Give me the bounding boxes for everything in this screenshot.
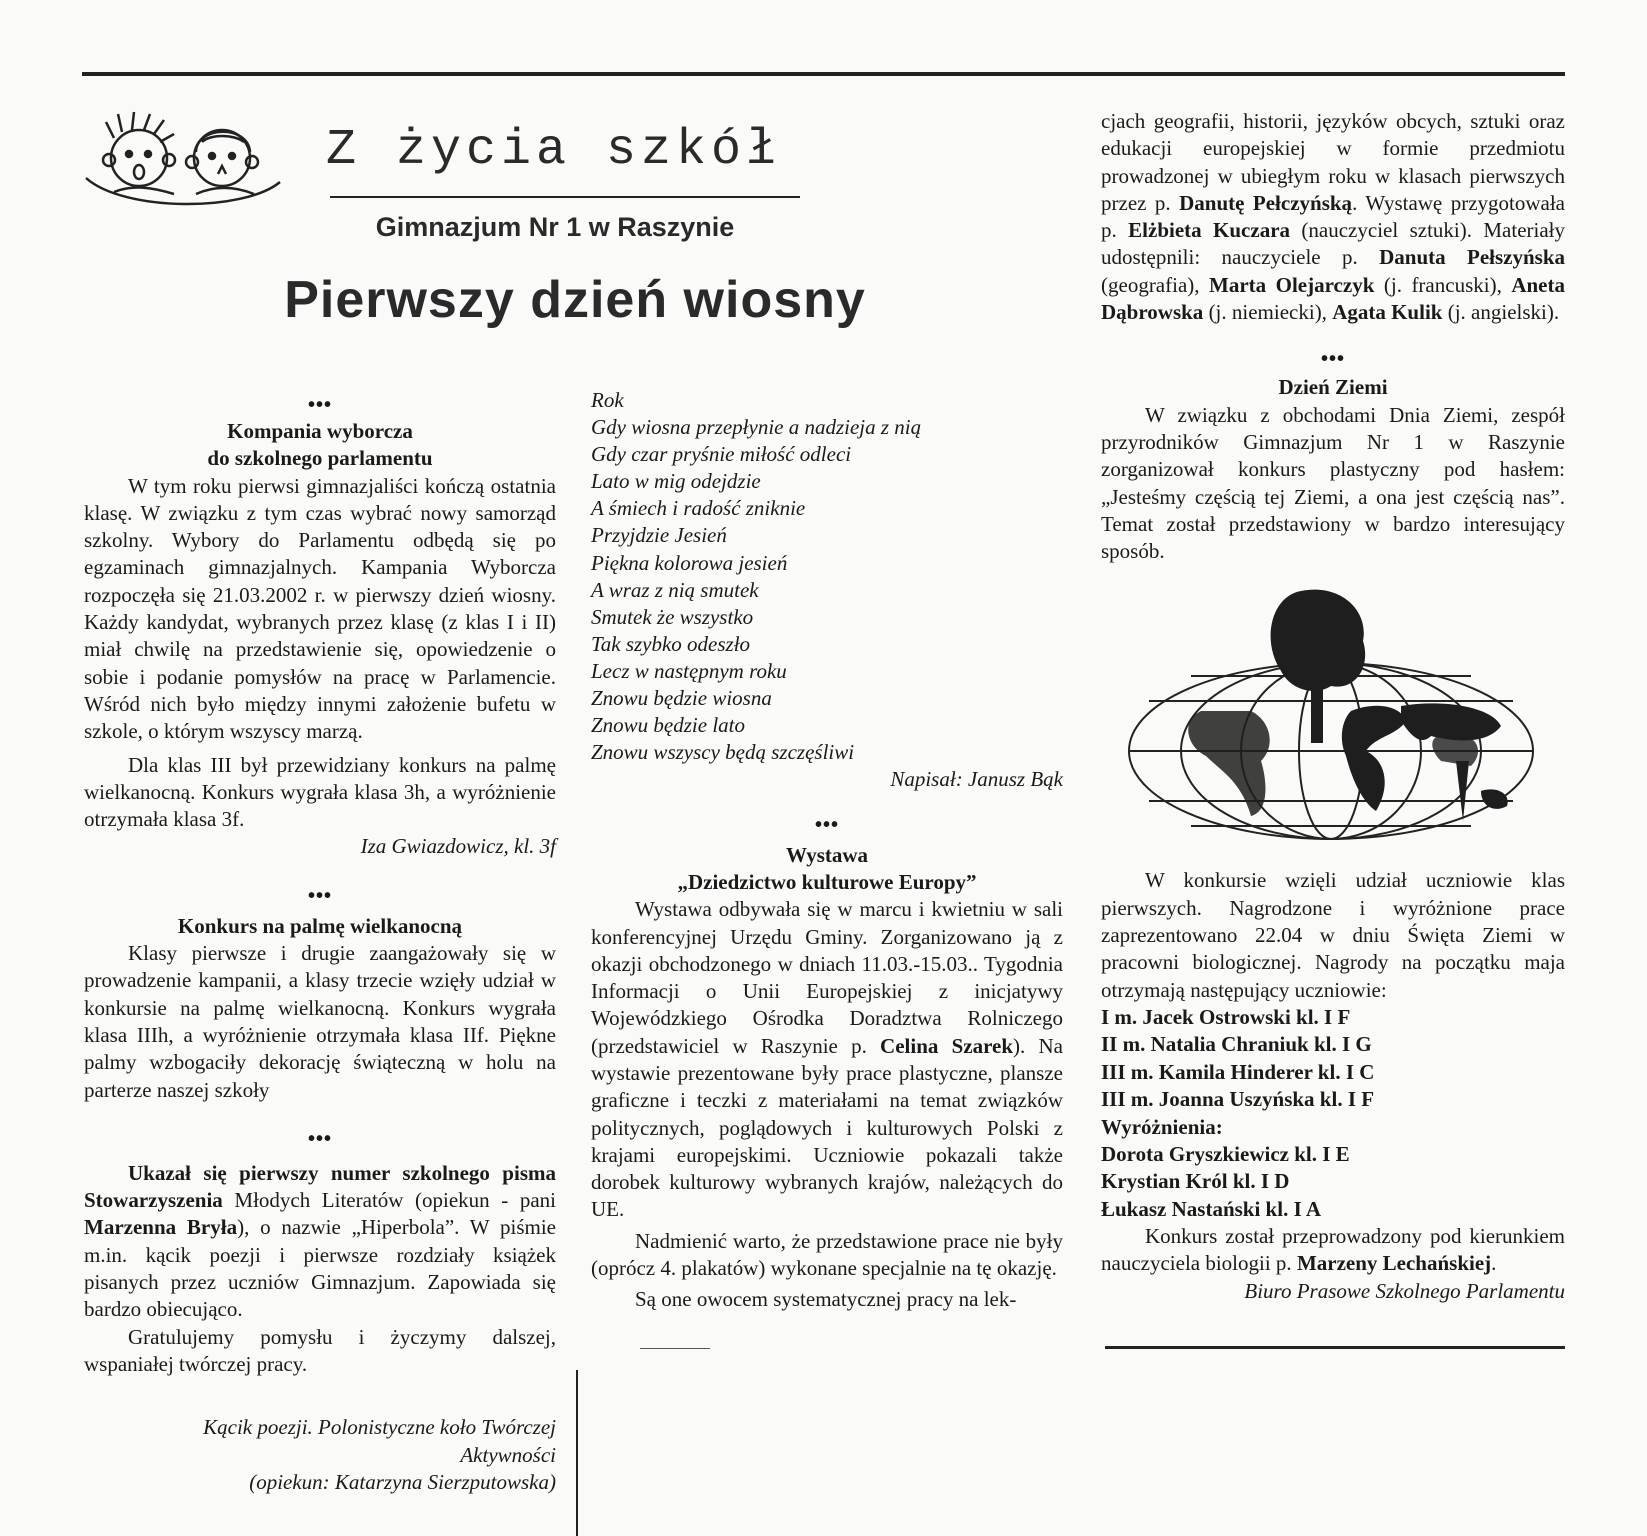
bold-text: Danuta Pełszyńska: [1379, 245, 1565, 270]
poem-line: Gdy czar pryśnie miłość odleci: [591, 442, 852, 467]
article-title: „Dziedzictwo kulturowe Europy”: [677, 869, 977, 894]
bold-text: Ukazał się pierwszy numer szkolnego pisma Stowarzyszenia: [84, 1160, 556, 1213]
poem-line: Przyjdzie Jesień: [591, 523, 727, 548]
poem-line: Znowu będzie wiosna: [591, 686, 772, 711]
column-3: [1101, 108, 1565, 1305]
bold-text: Marta Olejarczyk: [1209, 272, 1375, 297]
prize-item: I m. Jacek Ostrowski kl. I F: [1101, 1004, 1351, 1029]
text: Konkurs został przeprowadzony pod kierunkiem nauczyciela biologii p.: [1101, 1224, 1565, 1276]
separator-dots: •••: [307, 884, 332, 907]
prize-item: Dorota Gryszkiewicz kl. I E: [1101, 1141, 1350, 1166]
text: (j. francuski),: [1374, 272, 1512, 297]
prize-list: [1101, 1004, 1565, 1223]
article-title: Konkurs na palmę wielkanocną: [177, 913, 463, 938]
article-title: Dzień Ziemi: [1278, 375, 1388, 400]
prize-item: II m. Natalia Chraniuk kl. I G: [1101, 1032, 1372, 1057]
bottom-rule: [1105, 1346, 1565, 1349]
header-rule: [330, 196, 800, 198]
text: . Wystawę przygotowała p.: [1101, 190, 1565, 243]
poem-line: Tak szybko odeszło: [591, 631, 751, 656]
separator-dots: •••: [1320, 348, 1345, 371]
text: (nauczyciel sztuki). Materiały udostępnili: nauczyciele p.: [1101, 218, 1566, 270]
poem-line: A wraz z nią smutek: [591, 577, 759, 602]
poem-line: Piękna kolorowa jesień: [591, 550, 788, 575]
paragraph: [1101, 1223, 1565, 1278]
section-title: Z życia szkół: [326, 122, 782, 179]
bold-text: Celina Szarek: [880, 1033, 1014, 1058]
col2-end-rule: [640, 1348, 710, 1349]
paragraph: [84, 1160, 556, 1324]
column-rule: [576, 1370, 578, 1536]
school-name: Gimnazjum Nr 1 w Raszynie: [375, 212, 735, 242]
text: (j. niemiecki),: [1203, 300, 1333, 325]
text: ), o nazwie „Hiperbola”. W piśmie m.in. kącik poezji i pierwsze rozdziały książek pisanych przez uczniów Gimnazjum. Zapowiada się bardzo obiecująco.: [84, 1215, 557, 1322]
author-signature: Biuro Prasowe Szkolnego Parlamentu: [1244, 1278, 1565, 1303]
poem-line: Smutek że wszystko: [591, 604, 754, 629]
paragraph: Gratulujemy pomysłu i życzymy dalszej, wspaniałej twórczej pracy.: [84, 1324, 556, 1376]
paragraph: Są one owocem systematycznej pracy na lek-: [635, 1287, 1017, 1312]
kids-logo: [84, 108, 284, 208]
paragraph: W związku z obchodami Dnia Ziemi, zespół przyrodników Gimnazjum Nr 1 w Raszynie zorganizował konkurs plastyczny pod hasłem: „Jesteśmy częścią tej Ziemi, a ona jest częścią nas”. Temat został przedstawiony w bardzo interesujący sposób.: [1101, 402, 1565, 564]
text: ). Na wystawie prezentowane były prace plastyczne, plansze graficzne i teczki z materiałami na temat związków politycznych, poglądowych i kulturowych Polski z krajami europejskimi. Uczniowie pokazali także dorobek kulturowy wybranych krajów, należących do UE.: [591, 1033, 1063, 1222]
poem-line: Gdy wiosna przepłynie a nadzieja z nią: [591, 415, 922, 440]
bold-text: Danutę Pełczyńską: [1179, 190, 1353, 215]
poem-line: Znowu wszyscy będą szczęśliwi: [591, 740, 855, 765]
text: (geografia),: [1101, 272, 1210, 297]
poem-line: A śmiech i radość zniknie: [591, 496, 806, 521]
text: (j. angielski).: [1442, 300, 1560, 325]
text: cjach geografii, historii, języków obcych, sztuki oraz edukacji europejskiej w formie przedmiotu prowadzonej w ubiegłym roku w klasach pierwszych przez p.: [1101, 109, 1565, 215]
text: Młodych Literatów (opiekun - pani: [222, 1188, 556, 1213]
bold-text: Marzenna Bryła: [84, 1215, 238, 1240]
top-rule: [82, 72, 1565, 76]
text: Wystawa odbywała się w marcu i kwietniu w sali konferencyjnej Urzędu Gminy. Zorganizowano ją z okazji obchodzonego w dniach 11.03.-15.03.. Tygodnia Informacji o Unii Europejskiej z inicjatywy Wojewódzkiego Ośrodka Doradztwa Rolniczego (przedstawiciel w Raszynie p.: [591, 897, 1063, 1058]
poem-line: Rok: [591, 388, 624, 412]
prize-item: III m. Kamila Hinderer kl. I C: [1101, 1059, 1375, 1084]
paragraph: [591, 896, 1063, 1224]
separator-dots: •••: [307, 1127, 332, 1150]
paragraph: [1101, 108, 1565, 326]
article-title: do szkolnego parlamentu: [207, 446, 433, 471]
author-signature: Iza Gwiazdowicz, kl. 3f: [360, 834, 556, 859]
paragraph: W konkursie wzięli udział uczniowie klas pierwszych. Nagrodzone i wyróżnione prace zaprezentowano 22.04 w dniu Święta Ziemi w pracowni biologicznej. Nagrody na początku maja otrzymają następujący uczniowie:: [1101, 868, 1565, 1002]
poem: [591, 387, 1063, 766]
prize-item: Łukasz Nastański kl. I A: [1101, 1196, 1321, 1221]
bold-text: Aneta Dąbrowska: [1101, 272, 1565, 325]
bold-text: Elżbieta Kuczara: [1128, 218, 1291, 243]
poem-author: Napisał: Janusz Bąk: [890, 767, 1063, 792]
poem-line: Lecz w następnym roku: [591, 658, 787, 683]
poem-line: Lato w mig odejdzie: [591, 469, 761, 494]
paragraph: Dla klas III był przewidziany konkurs na palmę wielkanocną. Konkurs wygrała klasa 3h, a wyróżnienie otrzymała klasa 3f.: [84, 752, 556, 832]
separator-dots: •••: [307, 394, 332, 416]
prize-item: III m. Joanna Uszyńska kl. I F: [1101, 1087, 1375, 1112]
paragraph: Nadmienić warto, że przedstawione prace nie były (oprócz 4. plakatów) wykonane specjalnie na tę okazję.: [591, 1228, 1063, 1281]
column-1: [84, 388, 556, 1496]
footer-note: (opiekun: Katarzyna Sierzputowska): [249, 1469, 556, 1494]
bold-text: Marzeny Lechańskiej: [1296, 1251, 1492, 1276]
separator-dots: •••: [814, 813, 839, 836]
prize-item: Krystian Król kl. I D: [1101, 1169, 1290, 1194]
earth-tree-illustration: [1101, 571, 1565, 861]
poem-line: Znowu będzie lato: [591, 713, 746, 738]
headline: Pierwszy dzień wiosny: [284, 271, 866, 329]
text: .: [1491, 1251, 1497, 1276]
column-2: [591, 387, 1063, 1314]
article-title: Kompania wyborcza: [227, 419, 413, 443]
article-title: Wystawa: [785, 842, 869, 867]
paragraph: Klasy pierwsze i drugie zaangażowały się w prowadzenie kampanii, a klasy trzecie wzięły udział w konkursie na palmę wielkanocną. Konkurs wygrała klasa IIIh, a wyróżnienie otrzymała klasa IIf. Piękne palmy wzbogaciły dekorację świąteczną w holu na parterze naszej szkoły: [84, 941, 556, 1102]
prize-item: Wyróżnienia:: [1101, 1114, 1223, 1139]
paragraph: W tym roku pierwsi gimnazjaliści kończą ostatnia klasę. W związku z tym czas wybrać nowy samorząd szkolny. Wybory do Parlamentu odbędą się po egzaminach gimnazjalnych. Kampania Wyborcza rozpoczęła się 21.03.2002 r. w pierwszy dzień wiosny. Każdy kandydat, wybranych przez klasę (z klas I i II) miał chwilę na przedstawienie się, opowiedzenie o sobie i podanie pomysłów na pracę w Parlamencie. Wśród nich było między innymi założenie bufetu w szkole, o którym wszyscy marzą.: [84, 473, 556, 744]
footer-note: Kącik poezji. Polonistyczne koło Twórczej Aktywności: [203, 1415, 556, 1467]
bold-text: Agata Kulik: [1332, 300, 1443, 325]
